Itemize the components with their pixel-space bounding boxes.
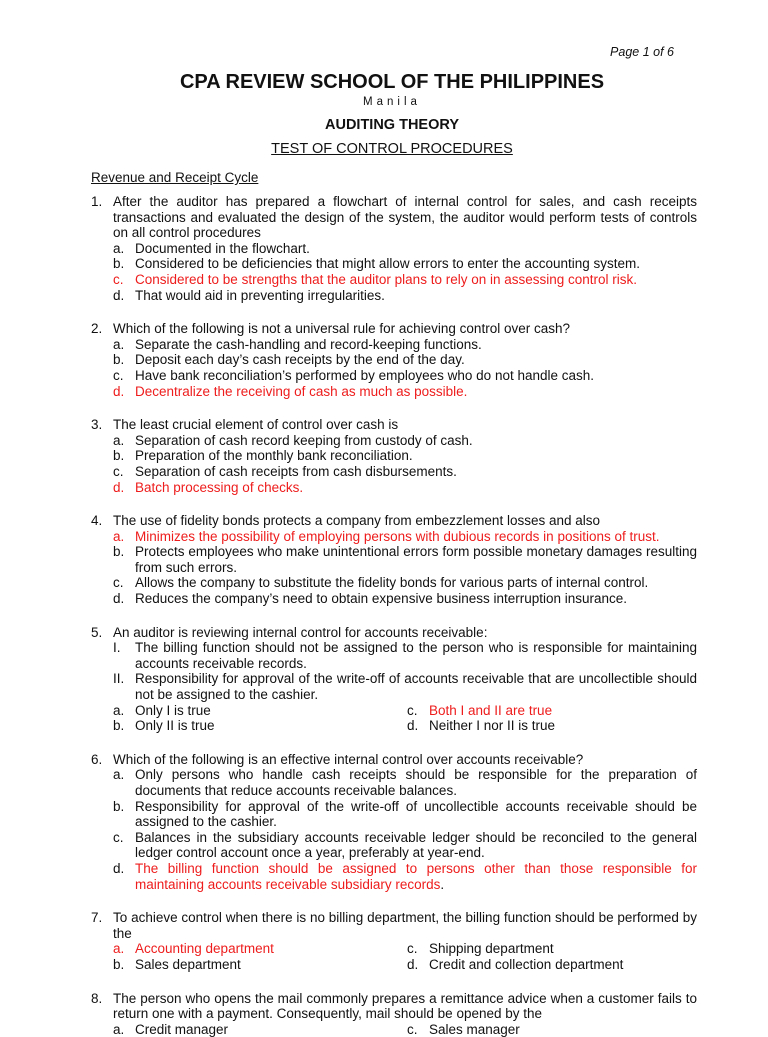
question-text: The use of fidelity bonds protects a company from embezzlement losses and also — [113, 513, 600, 529]
question-6 — [91, 752, 697, 892]
question-text: Which of the following is not a universal rule for achieving control over cash? — [113, 321, 570, 337]
question-number: 7. — [91, 910, 103, 926]
question-3 — [91, 417, 697, 495]
option-a: a. Only I is true — [113, 702, 211, 718]
option-c: c. Separation of cash receipts from cash disbursements. — [113, 463, 457, 479]
question-number: 1. — [91, 194, 103, 209]
option-a-answer: a. Accounting department — [113, 941, 274, 957]
question-number: 8. — [91, 990, 103, 1006]
option-c-answer: c. Both I and II are true — [407, 702, 553, 718]
school-title: CPA REVIEW SCHOOL OF THE PHILIPPINES — [179, 71, 605, 93]
option-c: c. Allows the company to substitute the fidelity bonds for various parts of internal control. — [113, 575, 649, 591]
question-text: After the auditor has prepared a flowchart of internal control for sales, and cash receipts transactions and evaluated the design of the system, the auditor would perform tests of controls on all control procedures — [113, 194, 697, 241]
option-c: c. Sales manager — [407, 1021, 520, 1037]
question-8 — [91, 991, 697, 1037]
option-a-answer: a. Minimizes the possibility of employing persons with dubious records in positions of trust. — [113, 528, 660, 544]
question-2 — [91, 321, 697, 399]
question-text: To achieve control when there is no billing department, the billing function should be performed by the — [113, 910, 697, 941]
option-c: c. Shipping department — [407, 941, 554, 957]
question-5 — [91, 625, 697, 734]
option-d-answer: d. The billing function should be assigned to persons other than those responsible for maintaining accounts receivable subsidiary records. — [113, 860, 697, 892]
option-d: d. Credit and collection department — [407, 956, 624, 972]
option-b: b. Protects employees who make unintentional errors form possible monetary damages resulting from such errors. — [113, 544, 697, 575]
option-b: b. Deposit each day’s cash receipts by the end of the day. — [113, 352, 465, 368]
option-b: b. Only II is true — [113, 718, 215, 734]
statement-ii: II. Responsibility for approval of the write-off of accounts receivable that are uncollectible should not be assigned to the cashier. — [113, 671, 697, 703]
option-a: a. Separation of cash record keeping from custody of cash. — [113, 432, 473, 448]
section-title: TEST OF CONTROL PROCEDURES — [271, 141, 513, 157]
question-7 — [91, 910, 697, 972]
question-number: 2. — [91, 321, 103, 337]
option-b: b. Preparation of the monthly bank reconciliation. — [113, 448, 413, 464]
question-1 — [91, 194, 697, 303]
question-text: The least crucial element of control over cash is — [113, 417, 399, 433]
option-b: b. Considered to be deficiencies that might allow errors to enter the accounting system. — [113, 256, 641, 272]
option-a: a. Separate the cash-handling and record-keeping functions. — [113, 336, 482, 352]
option-d-answer: d. Decentralize the receiving of cash as much as possible. — [113, 383, 468, 399]
option-d: d. Neither I nor II is true — [407, 718, 556, 734]
option-a: a. Only persons who handle cash receipts should be responsible for the preparation of documents that reduce accounts receivable balances. — [113, 767, 697, 798]
option-c: c. Balances in the subsidiary accounts receivable ledger should be reconciled to the general ledger control account once a year, preferably at year-end. — [113, 829, 697, 861]
school-city: Manila — [363, 96, 421, 108]
option-a: a. Documented in the flowchart. — [113, 240, 310, 256]
question-4 — [91, 513, 697, 607]
option-b: b. Responsibility for approval of the write-off of uncollectible accounts receivable should be assigned to the cashier. — [113, 798, 697, 830]
option-d: d. Reduces the company’s need to obtain expensive business interruption insurance. — [113, 591, 628, 607]
question-list — [91, 194, 697, 1037]
question-number: 3. — [91, 417, 103, 433]
option-d-answer: d. Batch processing of checks. — [113, 479, 304, 495]
question-number: 5. — [91, 624, 103, 640]
option-c: c. Have bank reconciliation’s performed by employees who do not handle cash. — [113, 367, 595, 383]
question-text: An auditor is reviewing internal control for accounts receivable: — [113, 624, 488, 640]
question-number: 4. — [91, 513, 103, 529]
subject-title: AUDITING THEORY — [325, 117, 459, 133]
page-number: Page 1 of 6 — [610, 45, 674, 59]
question-text: Which of the following is an effective internal control over accounts receivable? — [113, 751, 584, 767]
statement-i: I. The billing function should not be assigned to the person who is responsible for maintaining accounts receivable records. — [113, 640, 697, 671]
option-d: d. That would aid in preventing irregularities. — [113, 287, 385, 303]
cycle-heading: Revenue and Receipt Cycle — [91, 170, 259, 185]
option-b: b. Sales department — [113, 956, 241, 972]
question-number: 6. — [91, 751, 103, 767]
option-a: a. Credit manager — [113, 1021, 229, 1037]
option-c-answer: c. Considered to be strengths that the auditor plans to rely on in assessing control risk. — [113, 271, 638, 287]
question-text: The person who opens the mail commonly prepares a remittance advice when a customer fails to return one with a payment. Consequently, mail should be opened by the — [113, 990, 697, 1022]
